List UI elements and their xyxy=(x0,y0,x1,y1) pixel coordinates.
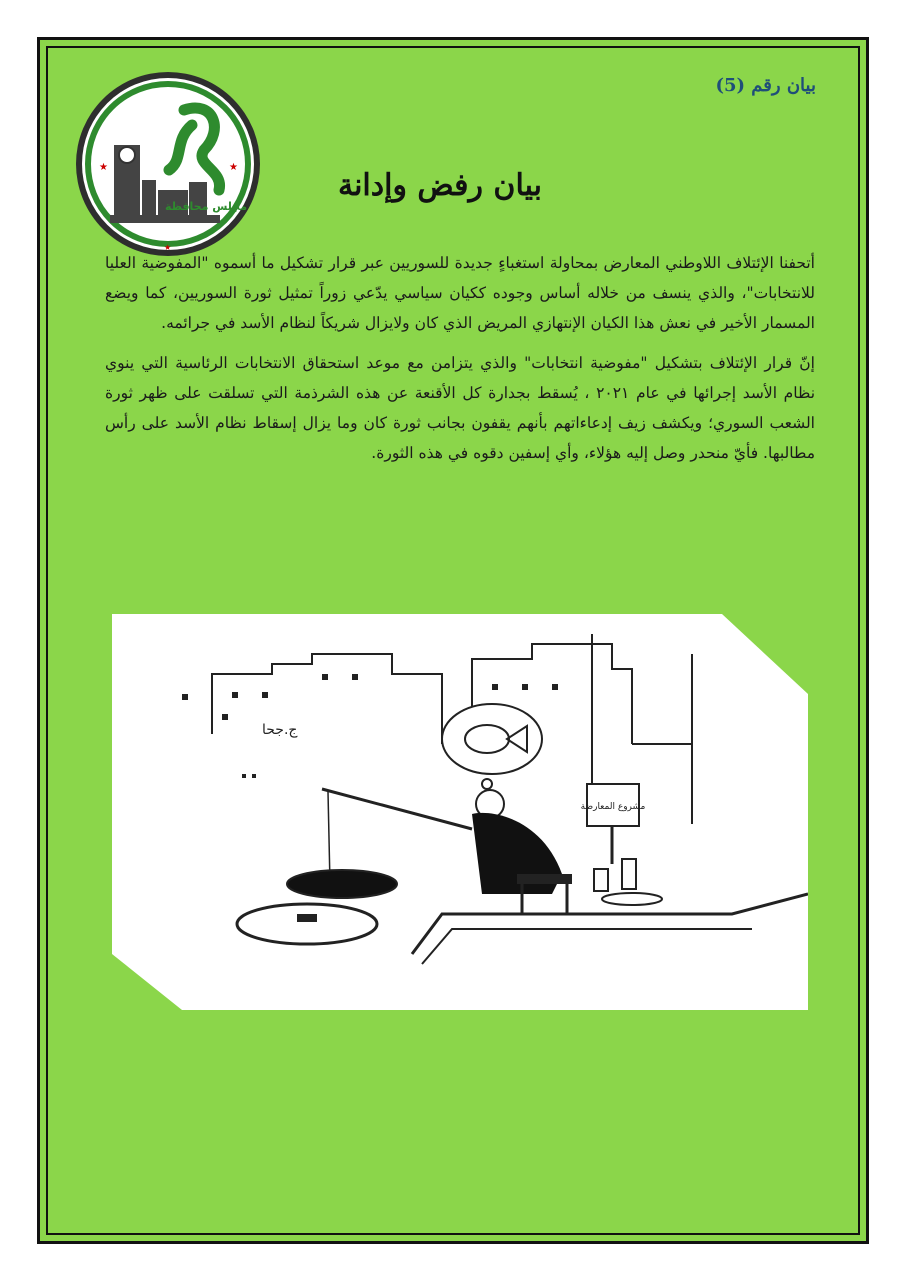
paragraph: إنّ قرار الإئتلاف بتشكيل "مفوضية انتخابات" والذي يتزامن مع موعد استحقاق الانتخابات الرئاسية التي ينوي نظام الأسد إجرائها في عام ٢٠٢١ ، يُسقط بجدارة كل الأقنعة عن هذه الشرذمة التي تسلقت على ظهر ثورة الشعب السوري؛ ويكشف زيف إدعاءاتهم بأنهم يقفون بجانب ثورة كان وما يزال إسقاط نظام الأسد على رأس مطالبها. فأيّ منحدر وصل إليه هؤلاء، وأي إسفين دقوه في هذه الثورة. xyxy=(105,354,816,462)
statement-number: بيان رقم (5) xyxy=(715,75,816,96)
sign-text: مشروع المعارضة xyxy=(580,802,646,812)
cartoon-image xyxy=(112,614,808,1010)
star-icon: ★ xyxy=(164,243,172,252)
artist-signature: ج.جحا xyxy=(262,722,298,738)
star-icon: ★ xyxy=(99,162,108,173)
statement-body xyxy=(105,248,815,478)
logo-caption: مجلس محافظة xyxy=(164,200,248,213)
homs-council-logo xyxy=(74,70,262,258)
document-page xyxy=(37,37,869,1244)
paragraph: أتحفنا الإئتلاف اللاوطني المعارض بمحاولة استغباءٍ جديدة للسوريين عبر قرار تشكيل ما أسموه "المفوضية العليا للانتخابات"، والذي ينسف من خلاله أساس وجوده ككيان سياسي يدّعي زوراً تمثيل ثورة السوريين، كما ويضع المسمار الأخير في نعش هذا الكيان الإنتهازي المريض الذي كان ولايزال شريكاً لنظام الأسد في جرائمه. xyxy=(105,254,815,332)
manhole-icon xyxy=(287,870,397,898)
star-icon: ★ xyxy=(229,162,238,173)
page-title: بيان رفض وإدانة xyxy=(338,168,542,203)
